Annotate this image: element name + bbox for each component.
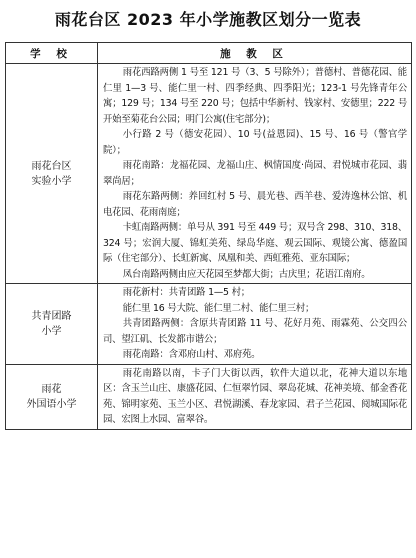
school-name-line: 小学 xyxy=(41,325,62,337)
table-row xyxy=(6,64,412,284)
school-name-cell xyxy=(6,64,98,284)
table-row xyxy=(6,364,412,429)
school-name-line: 共青团路 xyxy=(31,310,72,322)
table-row xyxy=(6,284,412,365)
page-title: 雨花台区 2023 年小学施教区划分一览表 xyxy=(54,10,362,29)
school-district-table xyxy=(5,42,412,430)
district-paragraph: 凤台南路两侧由应天花园至梦都大街；古庆里；花语江南府。 xyxy=(122,268,371,280)
column-header-district: 施 教 区 xyxy=(98,43,412,64)
district-cell xyxy=(98,64,412,284)
column-header-school: 学 校 xyxy=(6,43,98,64)
district-paragraph: 小行路 2 号（德安花园）、10 号(益恩园)、15 号、16 号（警官学院）； xyxy=(103,129,407,156)
school-name-cell xyxy=(6,284,98,365)
school-name-line: 实验小学 xyxy=(31,175,72,187)
district-paragraph: 雨花南路以南，卡子门大街以西，软件大道以北，花神大道以东地区：含玉兰山庄、康盛花园、仁恒翠竹园、翠岛花城、花神美境、郁金香花苑、锦明家苑、玉兰小区、君悦湖溪、春龙家园、君子兰花园、阅城国际花园、宏图上水园、富翠谷。 xyxy=(103,367,407,425)
district-cell xyxy=(98,364,412,429)
district-paragraph: 卡虹南路两侧：单号从 391 号至 449 号；双号含 298、310、318、324 号；宏润大厦、锦虹美苑、绿岛华庭、观云国际、观镜公寓、德盈国际（住宅部分）、长虹新寓、凤凰和美、西虹雅苑、亚东国际； xyxy=(103,222,407,264)
district-paragraph: 雨花东路两侧：养回红村 5 号、晨光巷、西羊巷、爱涛逸林公馆、机电花园、花雨南庭； xyxy=(103,191,407,218)
table-header-row xyxy=(6,43,412,64)
district-paragraph: 共青团路两侧：含原共青团路 11 号、花好月苑、雨霖苑、公交四公司、望江矶、长发都市谐公； xyxy=(103,318,407,345)
district-paragraph: 雨花南路：含邓府山村、邓府苑。 xyxy=(122,349,261,360)
school-name-line: 外国语小学 xyxy=(26,398,77,410)
school-name-cell xyxy=(6,364,98,429)
school-name-line: 雨花 xyxy=(41,383,62,395)
district-paragraph: 雨花新村：共青团路 1—5 村； xyxy=(122,287,250,298)
school-name-line: 雨花台区 xyxy=(31,160,72,172)
district-paragraph: 雨花西路两侧 1 号至 121 号（3、5 号除外）；普德村、普德花园、能仁里 1—3 号、能仁里一村、四季经典、四季阳光；123-1 号先锋青年公寓；129 号；134 号至 220 号；包括中华新村、钱家村、安德里；222 号开始至菊花台公园；明门公寓(住宅部分)； xyxy=(103,67,407,125)
district-cell xyxy=(98,284,412,365)
district-paragraph: 雨花南路：龙福花园、龙福山庄、枫情国度·尚园、君悦城市花园、翡翠尚居； xyxy=(103,160,407,187)
district-paragraph: 能仁里 16 号大院、能仁里二村、能仁里三村； xyxy=(122,302,315,314)
